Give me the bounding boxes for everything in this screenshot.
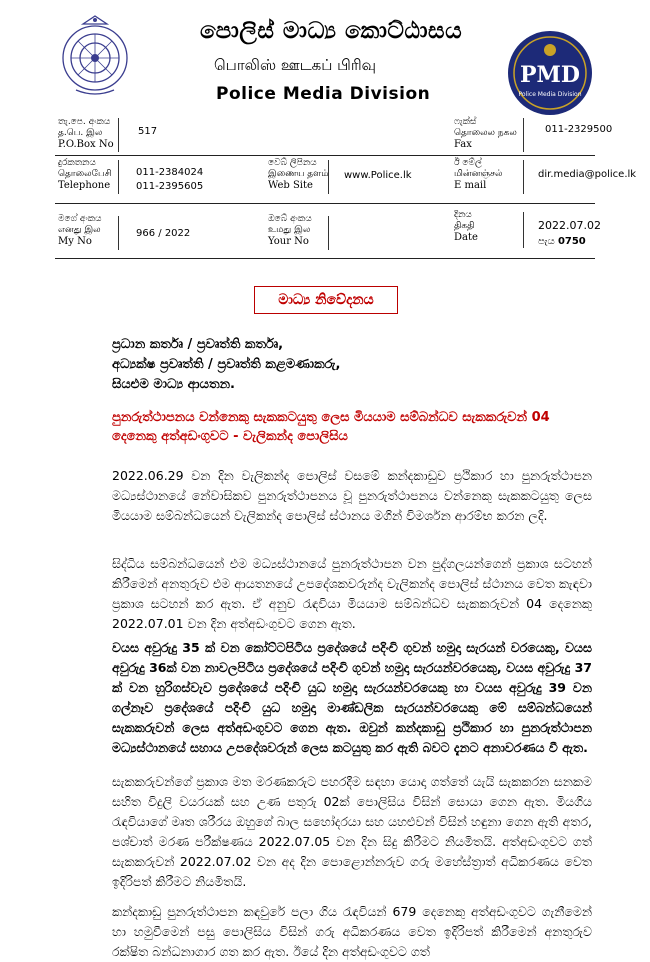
date-value: 2022.07.02 (538, 219, 601, 232)
paragraph: සිද්ධිය සම්බන්ධයෙන් එම මධ්‍යස්ථානයේ පුනරුත්ථාපන වන පුද්ගලයන්ගෙන් ප්‍රකාශ සටහන් කිරීමෙන් අනතුරුව එම ආයතනයේ උපදේශකවරුන්ද වැලිකන්ද පොලිස් ස්ථානය වෙත කැඳවා ප්‍රකාශ සටහන් කර ඇත. ඒ අනුව රැඳවියා මියයාම සම්බන්ධව සැකකරුවන් 04 දෙනෙකු 2022.07.01 වන දින අත්අඩංගුවට ගෙන ඇත. (112, 556, 592, 631)
myno-label: මගේ අංකය எனது இல My No (58, 214, 102, 247)
title-tamil: பொலிஸ் ஊடகப் பிரிவு (214, 56, 377, 74)
addressee-line: අධ්‍යක්ෂ ප්‍රවෘත්ති / ප්‍රවෘත්ති කළමණාකරු, (112, 357, 341, 372)
myno-value: 966 / 2022 (136, 228, 191, 239)
telephone-label: දුරකතනය தொலைபேசி Telephone (58, 158, 112, 191)
telephone-values: 011-2384024 011-2395605 (136, 167, 204, 192)
time-value: 0750 (557, 236, 586, 247)
addressee-line: ප්‍රධාන කර්තෘ / ප්‍රවෘත්ති කර්තෘ, (112, 337, 284, 352)
paragraph: වයස අවුරුදු 35 ක් වන කෝට්ටපිටිය ප්‍රදේශයේ පදිංචි ගුවන් හමුදා සැරයන් වරයෙකු, වයස අවුරුදු 36ක් වන නාවලපිටිය ප්‍රදේශයේ පදිංචි ගුවන් හමුදා සැරයන්වරයෙකු, වයස අවුරුදු 37 ක් වන හුරිගස්වැව ප්‍රදේශයේ පදිංචි යුධ හමුදා සැරයන්වරයෙකු හා වයස අවුරුදු 39 වන ගල්නෑව ප්‍රදේශයේ පදිංචි යුධ හමුදා මාණ්ඩලික සැරයන්වරයෙකු මේ සම්බන්ධයෙන් සැකකරුවන් ලෙස අත්අඩංගුවට ගෙන ඇත. ඔවුන් කන්දකාඩු ප්‍රථිකාර හා පුනරුත්ථාපන මධ්‍යස්ථානයේ සහාය උපදේශවරුන් ලෙස කටයුතු කර ඇති බවට දැනට අනාවරණය වී ඇත. (112, 640, 592, 755)
headline: පුනරුත්ථාපනය වන්නෙකු සැකකටයුතු ලෙස මියයාම සම්බන්ධව සැකකරුවන් 04 දෙනෙකු අත්අඩංගුවට - වැලිකන්ද පොලිසිය (112, 410, 550, 444)
pmd-logo-icon (507, 30, 593, 116)
time-label: පැය (538, 236, 555, 247)
email-label: ඊ මේල් மின்னஞ்சல் E mail (454, 158, 503, 191)
paragraph: සැකකරුවන්ගේ ප්‍රකාශ මත මරණකරුට පහරදීම සඳහා යොදා ගත්තේ යැයි සැකකරන සනකම සහිත විදුලි වයරයක් සහ උණ පතුරු 02ක් පොලිසිය විසින් සොයා ගෙන ඇත. මියගිය රැඳවියාගේ මෘත ශරීරය ඔහුගේ බාල සහෝදරයා සහ යහළුවන් විසින් හඳුනා ගෙන ඇති අතර, පශ්චාත් මරණ පරීක්ෂණය 2022.07.05 වන දින සිදු කිරීමට නියමිතයි. අත්අඩංගුවට ගත් සැකකරුවන් 2022.07.02 වන අද දින පොළොන්නරුව ගරු මහේස්ත්‍රාත් අධිකරණය වෙත ඉදිරිපත් කිරීමට නියමිතයි. (112, 774, 592, 889)
title-sinhala: පොලිස් මාධ්‍ය කොට්ඨාසය (200, 18, 463, 44)
pobox-value: 517 (138, 126, 158, 137)
website-label: වෙබ් ලිපිනය இணைய தளம் Web Site (268, 158, 329, 191)
paragraph: 2022.06.29 වන දින වැලිකන්ද පොලිස් වසමේ කන්දකාඩුව ප්‍රථිකාර හා පුනරුත්ථාපන මධ්‍යස්ථානයේ නේවාසිකව පුනරුත්ථාපනය වූ පුනරුත්ථාපනය වන්නෙකු සැකකටයුතු ලෙස මියයාම සම්බන්ධයෙන් වැලිකන්ද පොලිස් ස්ථානය මගින් විමර්ශන ආරම්භ කරන ලදි. (112, 468, 592, 523)
fax-label: ෆැක්ස් தொலைல நகல Fax (454, 117, 517, 150)
date-label: දිනය திகதி Date (454, 210, 478, 243)
paragraph: කන්දකාඩු පුනරුත්ථාපන කඳවුරේ පලා ගිය රැඳවියන් 679 දෙනෙකු අත්අඩංගුවට ගැනීමෙන් හා හමුවීමෙන් පසු පොලිසිය විසින් ගරු අධිකරණය වෙත ඉදිරිපත් කිරීමෙන් අනතුරුව රක්ෂිත බන්ධනාගාර ගත කර ඇත. ඊයේ දින අත්අඩංගුවට ගත් (112, 904, 592, 959)
email-link[interactable]: dir.media@police.lk (538, 169, 637, 180)
police-emblem-icon (56, 14, 134, 98)
pobox-label: තැ.පෙ. අංකය த.பெ. இல P.O.Box No (58, 117, 114, 150)
fax-value: 011-2329500 (545, 124, 613, 135)
time-row (538, 236, 586, 247)
addressee-line: සියළුම මාධ්‍ය ආයතන. (112, 377, 235, 392)
press-release-title: මාධ්‍ය නිවේදනය (254, 286, 398, 314)
website-link[interactable]: www.Police.lk (344, 170, 412, 181)
yourno-label: ඔබේ අංකය உமது இல Your No (268, 214, 312, 247)
pmd-logo-ring-text: Police Media Division (518, 91, 582, 98)
title-english: Police Media Division (216, 84, 431, 104)
pmd-logo-text: PMD (520, 62, 580, 88)
